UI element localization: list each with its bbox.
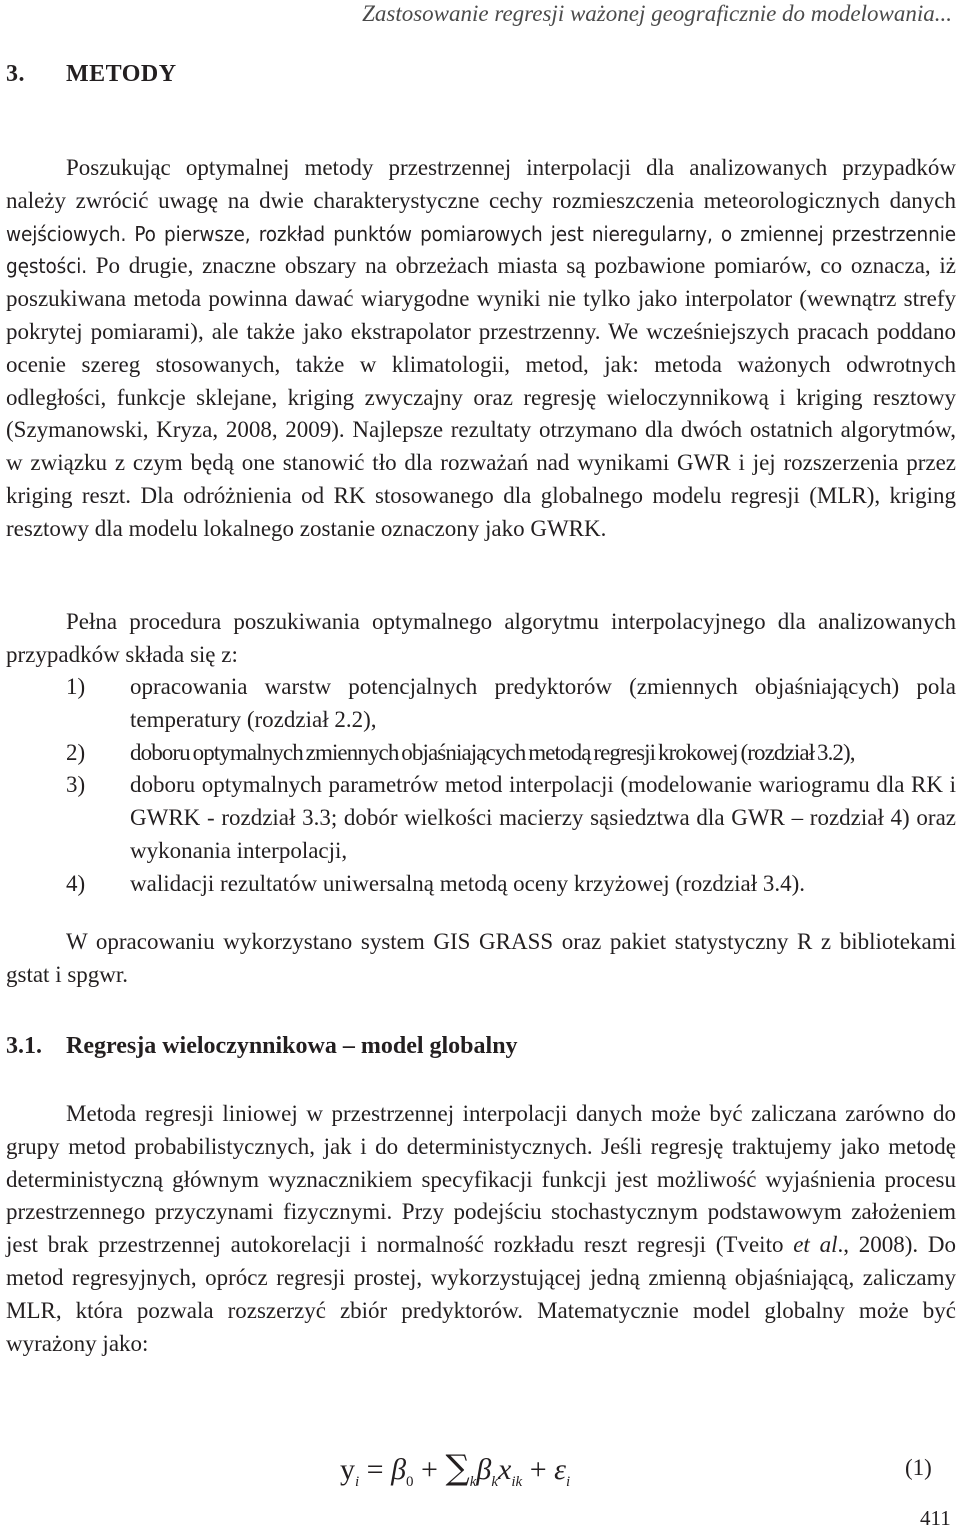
formula-beta0: β: [391, 1453, 407, 1486]
list-item-text: opracowania warstw potencjalnych predyktorów (zmiennych objaśniających) pola temperatury (rozdział 2.2),: [130, 674, 956, 732]
paragraph-1-part-4: We wcześniejszych pracach poddano ocenie szereg stosowanych, także w klimatologii, metod, jak: metoda ważonych odwrotnych odległości, funkcje sklejane, kriging zwyczajny oraz regresję wieloczynnikową i kriging resztowy (Szymanowski, Kryza, 2008, 2009). Najlepsze rezultaty otrzymano dla dwóch ostatnich algorytmów, w związku z czym będą one stanowić tło dla rozważań nad wynikami GWR i jej rozszerzenia przez kriging reszt. Dla odróżnienia od RK stosowanego dla globalnego modelu regresji (MLR), kriging resztowy dla modelu lokalnego zostanie oznaczony jako GWRK.: [6, 318, 956, 541]
paragraph-4-italic: et al: [793, 1232, 838, 1258]
section-number: 3.: [6, 61, 25, 87]
formula-equals: =: [359, 1453, 392, 1486]
formula-x: x: [498, 1453, 512, 1486]
formula-y-sub: i: [355, 1474, 360, 1490]
paragraph-2: Pełna procedura poszukiwania optymalnego algorytmu interpolacyjnego dla analizowanych przypadków składa się z:: [6, 609, 956, 667]
formula-sum-sub: k: [469, 1474, 477, 1490]
list-item-number: 3): [66, 772, 86, 798]
paragraph-1-part-3: Po drugie, znaczne obszary na obrzeżach miasta są pozbawione pomiarów, co oznacza, iż poszukiwana metoda powinna dawać wiarygodne wyniki nie tylko jako interpolator (wewnątrz strefy pokrytej pomiarami), ale także jako ekstrapolator przestrzenny.: [6, 253, 956, 344]
formula-betak: β: [476, 1453, 492, 1486]
paragraph-4: [6, 1098, 956, 1360]
procedure-list: [6, 671, 956, 901]
paragraph-4-text-b: ., 2008). Do metod regresyjnych, oprócz regresji prostej, wykorzystującej jedną zmienną objaśniającą, zaliczamy MLR, która pozwala rozszerzyć zbiór predyktorów. Matematycznie model globalny może być wyrażony jako:: [6, 1232, 956, 1356]
paragraph-3: W opracowaniu wykorzystano system GIS GRASS oraz pakiet statystyczny R z bibliotekami gstat i spgwr.: [6, 929, 956, 987]
formula-plus-2: +: [522, 1453, 555, 1486]
list-item-text: doboru optymalnych parametrów metod interpolacji (modelowanie wariogramu dla RK i GWRK - rozdział 3.3; dobór wielkości macierzy sąsiedztwa dla GWR – rozdział 4) oraz wykonania interpolacji,: [130, 772, 956, 863]
list-item-text: doboru optymalnych zmiennych objaśniających metodą regresji krokowej (rozdział 3.2),: [130, 739, 855, 765]
formula-betak-sub: k: [491, 1474, 499, 1490]
formula-x-sub: ik: [511, 1474, 523, 1490]
formula-plus-1: +: [413, 1453, 446, 1486]
subsection-heading: [6, 1030, 518, 1062]
subsection-title: Regresja wieloczynnikowa – model globalny: [66, 1033, 518, 1059]
section-heading: [6, 58, 177, 90]
paragraph-4-text-a: Metoda regresji liniowej w przestrzennej interpolacji danych może być zaliczana zarówno do grupy metod probabilistycznych, jak i do deterministycznych. Jeśli regresję traktujemy jako metodę deterministyczną głównym wyznacznikiem specyfikacji funkcji jest możliwość wyjaśnienia procesu przestrzennego przyczynami fizycznymi. Przy podejściu stochastycznym podstawowym założeniem jest brak przestrzennej autokorelacji i normalność rozkładu reszt regresji (Tveito: [6, 1101, 956, 1258]
paragraph-1: [6, 152, 956, 546]
list-item: [6, 737, 956, 770]
paragraph-1-part-2: wejściowych. Po pierwsze, rozkład punktów pomiarowych jest nieregularny, o zmiennej przestrzennie gęstości.: [6, 221, 956, 279]
page-number: 411: [920, 1506, 951, 1530]
equation-number: (1): [905, 1455, 932, 1480]
list-item-number: 1): [66, 674, 86, 699]
formula-epsilon-sub: i: [565, 1474, 571, 1490]
formula-y: y: [340, 1453, 355, 1486]
list-item: [6, 769, 956, 867]
running-head: Zastosowanie regresji ważonej geograficznie do modelowania...: [362, 1, 952, 26]
list-item-number: 4): [66, 870, 86, 896]
list-item: [6, 868, 956, 901]
formula-beta0-sub: 0: [406, 1474, 414, 1490]
formula-sum: ∑: [445, 1448, 470, 1488]
list-item: [6, 671, 956, 737]
list-item-text: walidacji rezultatów uniwersalną metodą oceny krzyżowej (rozdział 3.4).: [130, 870, 806, 896]
subsection-number: 3.1.: [6, 1033, 42, 1059]
formula-epsilon: ε: [554, 1453, 566, 1486]
list-item-number: 2): [66, 739, 86, 765]
paragraph-1-part-1: Poszukując optymalnej metody przestrzennej interpolacji dla analizowanych przypadków należy zwrócić uwagę na dwie charakterystyczne cechy rozmieszczenia meteorologicznych danych: [6, 155, 956, 213]
regression-formula: [340, 1448, 570, 1502]
section-title: METODY: [66, 61, 177, 87]
